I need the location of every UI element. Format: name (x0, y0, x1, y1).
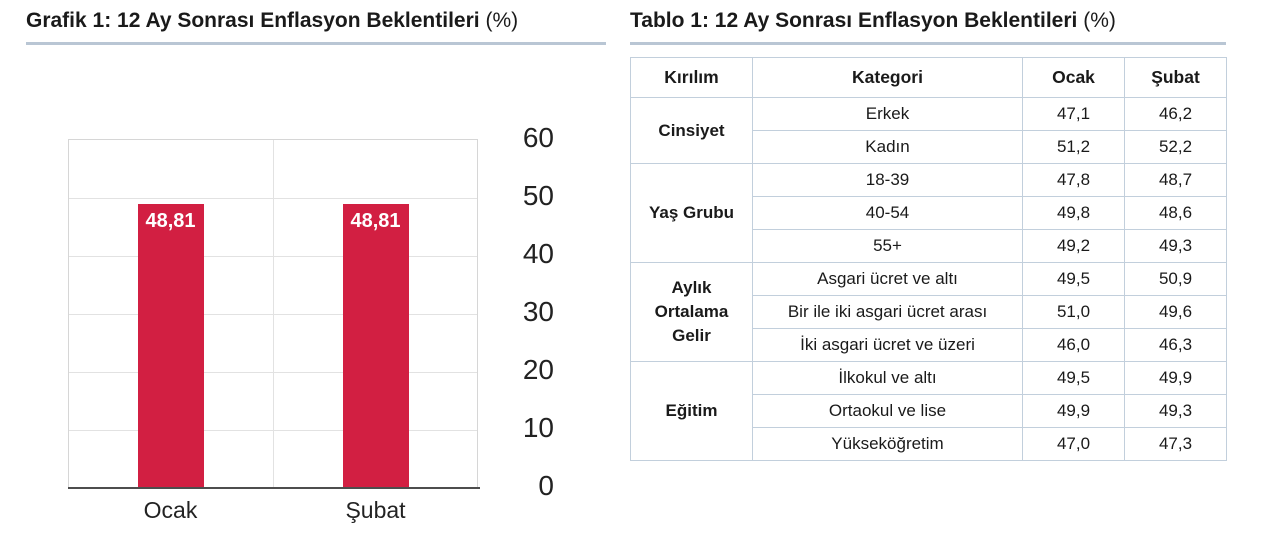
table-title-divider (630, 42, 1226, 45)
value-cell-ocak: 51,2 (1023, 131, 1125, 164)
category-cell: 40-54 (753, 197, 1023, 230)
y-tick-label-20: 20 (522, 354, 554, 385)
table-row (631, 164, 1227, 197)
chart-title-divider (26, 42, 606, 45)
value-cell-ocak: 47,8 (1023, 164, 1125, 197)
chart-title-unit: (%) (485, 9, 519, 32)
value-cell-subat: 52,2 (1125, 131, 1227, 164)
bar-group-subat (273, 139, 478, 487)
chart-y-axis-labels (492, 123, 562, 503)
x-tick-label-subat: Şubat (345, 497, 406, 523)
value-cell-subat: 49,3 (1125, 395, 1227, 428)
table-title-unit: (%) (1083, 9, 1116, 32)
bar-ocak[interactable] (138, 204, 204, 487)
breakdown-cell-cinsiyet: Cinsiyet (631, 98, 753, 164)
y-tick-label-40: 40 (522, 238, 554, 269)
value-cell-subat: 46,3 (1125, 329, 1227, 362)
column-header-kategori: Kategori (753, 58, 1023, 98)
category-cell: 55+ (753, 230, 1023, 263)
value-cell-ocak: 47,0 (1023, 428, 1125, 461)
bar-value-subat: 48,81 (350, 210, 401, 232)
category-cell: 18-39 (753, 164, 1023, 197)
category-cell: Yükseköğretim (753, 428, 1023, 461)
column-header-ocak: Ocak (1023, 58, 1125, 98)
bar-group-ocak (68, 139, 273, 487)
value-cell-ocak: 47,1 (1023, 98, 1125, 131)
value-cell-ocak: 49,5 (1023, 362, 1125, 395)
value-cell-ocak: 49,2 (1023, 230, 1125, 263)
value-cell-subat: 46,2 (1125, 98, 1227, 131)
table-row (631, 98, 1227, 131)
value-cell-subat: 49,3 (1125, 230, 1227, 263)
breakdown-cell-aylik-ortalama-gelir: Aylık Ortalama Gelir (631, 263, 753, 362)
chart-x-axis (68, 487, 480, 489)
value-cell-subat: 50,9 (1125, 263, 1227, 296)
value-cell-subat: 47,3 (1125, 428, 1227, 461)
value-cell-ocak: 49,9 (1023, 395, 1125, 428)
chart-panel (26, 0, 616, 535)
x-tick-label-ocak: Ocak (143, 497, 198, 523)
bar-value-ocak: 48,81 (145, 210, 196, 232)
category-cell: İlkokul ve altı (753, 362, 1023, 395)
chart-bars (68, 139, 478, 487)
y-tick-label-60: 60 (522, 122, 554, 153)
y-tick-label-0: 0 (538, 470, 554, 501)
category-cell: Bir ile iki asgari ücret arası (753, 296, 1023, 329)
category-cell: İki asgari ücret ve üzeri (753, 329, 1023, 362)
chart-plot-wrapper (26, 67, 606, 523)
y-tick-label-10: 10 (522, 412, 554, 443)
bar-subat[interactable] (343, 204, 409, 487)
expectations-table (630, 57, 1227, 461)
y-tick-label-50: 50 (522, 180, 554, 211)
table-title-main: Tablo 1: 12 Ay Sonrası Enflasyon Beklentileri (630, 9, 1078, 32)
value-cell-subat: 48,7 (1125, 164, 1227, 197)
table-panel (630, 0, 1250, 535)
column-header-kirilim: Kırılım (631, 58, 753, 98)
table-title (630, 0, 1250, 34)
category-cell: Kadın (753, 131, 1023, 164)
table-row (631, 263, 1227, 296)
chart-title-main: Grafik 1: 12 Ay Sonrası Enflasyon Beklentileri (26, 9, 480, 32)
breakdown-cell-egitim: Eğitim (631, 362, 753, 461)
value-cell-subat: 48,6 (1125, 197, 1227, 230)
category-cell: Erkek (753, 98, 1023, 131)
value-cell-ocak: 49,8 (1023, 197, 1125, 230)
value-cell-subat: 49,6 (1125, 296, 1227, 329)
value-cell-ocak: 46,0 (1023, 329, 1125, 362)
table-row (631, 362, 1227, 395)
y-tick-label-30: 30 (522, 296, 554, 327)
value-cell-ocak: 51,0 (1023, 296, 1125, 329)
chart-title (26, 0, 616, 34)
category-cell: Ortaokul ve lise (753, 395, 1023, 428)
value-cell-ocak: 49,5 (1023, 263, 1125, 296)
category-cell: Asgari ücret ve altı (753, 263, 1023, 296)
value-cell-subat: 49,9 (1125, 362, 1227, 395)
table-header-row (631, 58, 1227, 98)
breakdown-cell-yas-grubu: Yaş Grubu (631, 164, 753, 263)
column-header-subat: Şubat (1125, 58, 1227, 98)
